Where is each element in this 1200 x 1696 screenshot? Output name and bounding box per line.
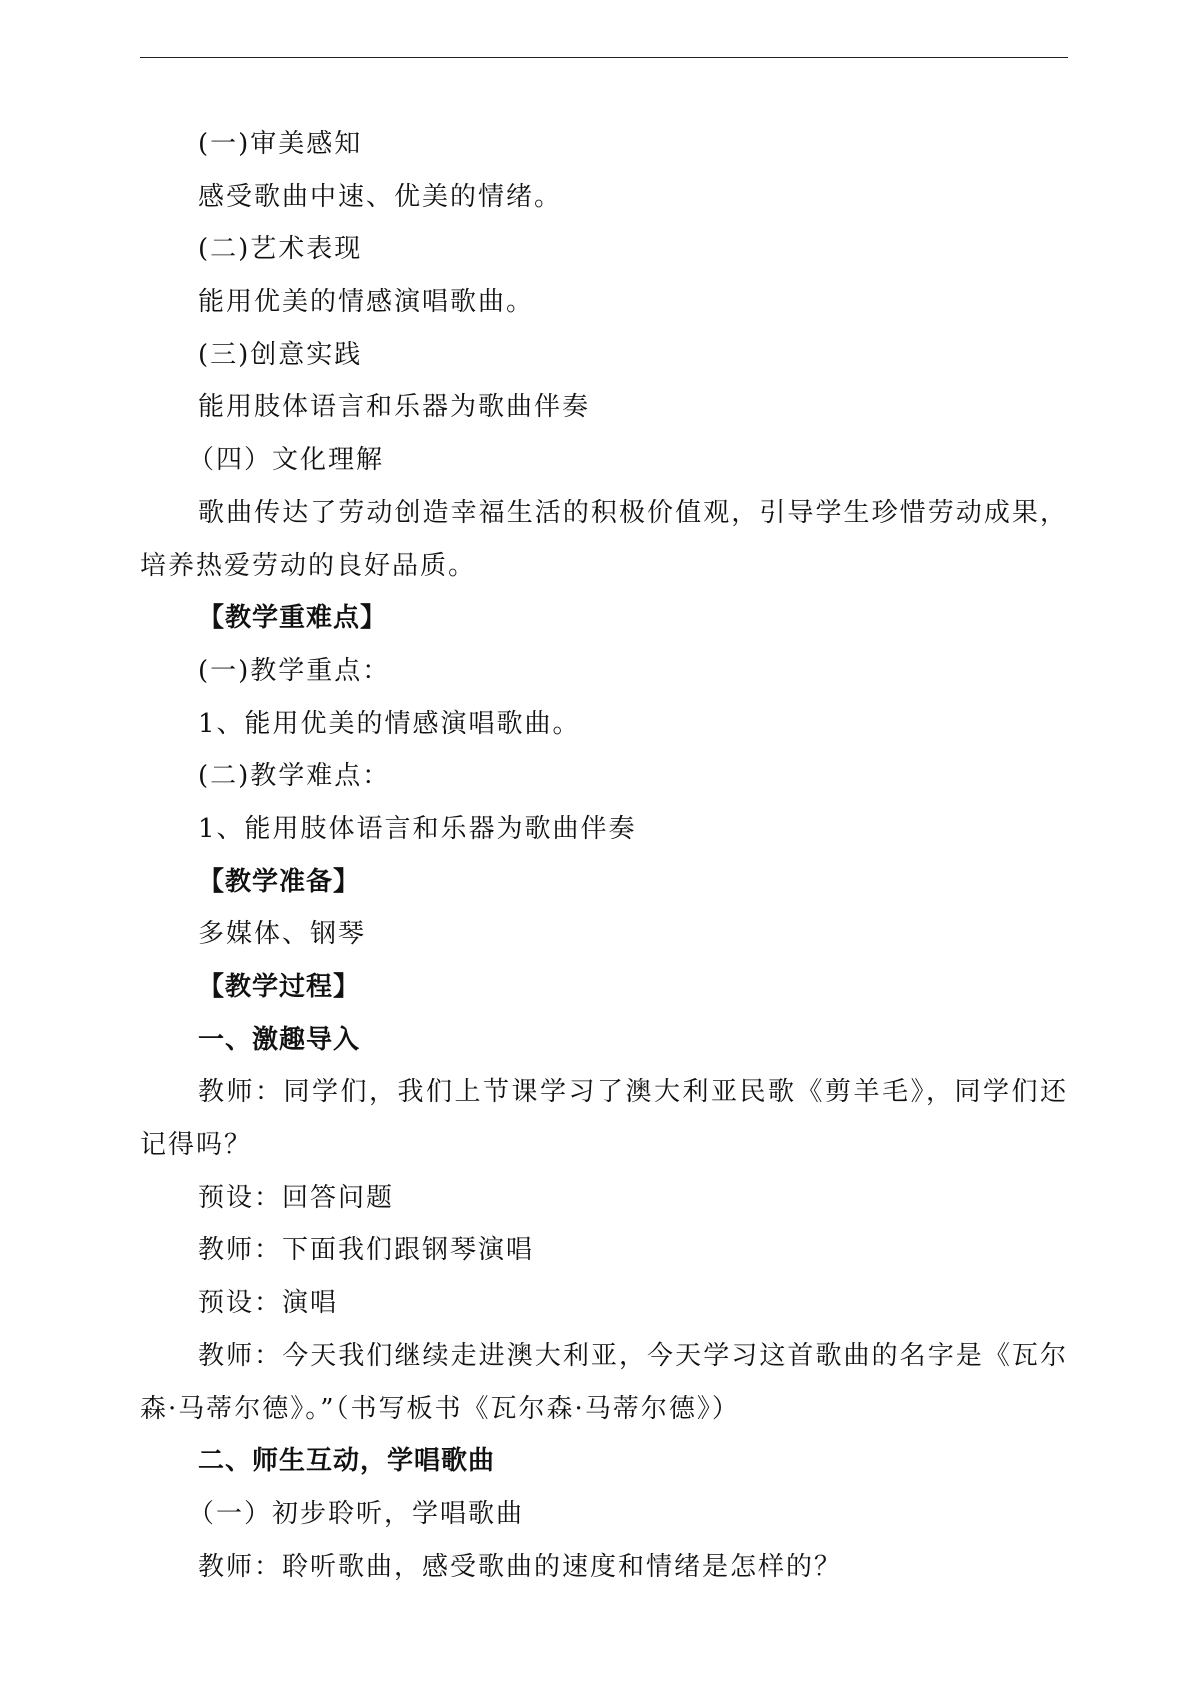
list-item: 1、能用优美的情感演唱歌曲。 [198,708,581,739]
paragraph-continuation: 培养热爱劳动的良好品质。 [140,550,477,581]
section-heading-culture: （四）文化理解 [188,445,385,476]
paragraph: 能用肢体语言和乐器为歌曲伴奏 [198,392,591,423]
document-body [140,118,1068,1593]
dialogue-line: 预设：演唱 [198,1288,339,1319]
dialogue-line: 教师：同学们，我们上节课学习了澳大利亚民歌《剪羊毛》，同学们还 [198,1077,1068,1108]
dialogue-line: 教师：下面我们跟钢琴演唱 [198,1235,535,1266]
dialogue-line: 预设：回答问题 [198,1182,395,1213]
section-heading-aesthetic: (一)审美感知 [198,129,363,159]
section-heading-practice: (三)创意实践 [198,339,363,370]
header-rule [140,57,1068,58]
paragraph: 感受歌曲中速、优美的情绪。 [198,181,563,212]
heading-preparation: 【教学准备】 [198,866,361,897]
dialogue-line: 教师：聆听歌曲，感受歌曲的速度和情绪是怎样的？ [198,1551,843,1582]
paragraph: 多媒体、钢琴 [198,919,367,950]
dialogue-continuation: 记得吗？ [140,1130,253,1161]
dialogue-continuation: 森·马蒂尔德》。”（书写板书《瓦尔森·马蒂尔德》） [140,1393,740,1424]
subheading-focus: (一)教学重点： [198,655,391,686]
paragraph: 能用优美的情感演唱歌曲。 [198,287,535,318]
step-heading-intro: 一、激趣导入 [198,1024,361,1055]
subheading-difficulty: (二)教学难点： [198,761,391,792]
paragraph: 歌曲传达了劳动创造幸福生活的积极价值观，引导学生珍惜劳动成果， [198,497,1068,528]
list-item: 1、能用肢体语言和乐器为歌曲伴奏 [198,813,637,844]
heading-process: 【教学过程】 [198,972,361,1002]
heading-key-points: 【教学重难点】 [198,603,388,634]
subheading-listening: （一）初步聆听，学唱歌曲 [188,1498,525,1529]
step-heading-interaction: 二、师生互动，学唱歌曲 [198,1446,496,1477]
section-heading-art: (二)艺术表现 [198,234,363,265]
dialogue-line: 教师：今天我们继续走进澳大利亚，今天学习这首歌曲的名字是《瓦尔 [198,1340,1068,1371]
